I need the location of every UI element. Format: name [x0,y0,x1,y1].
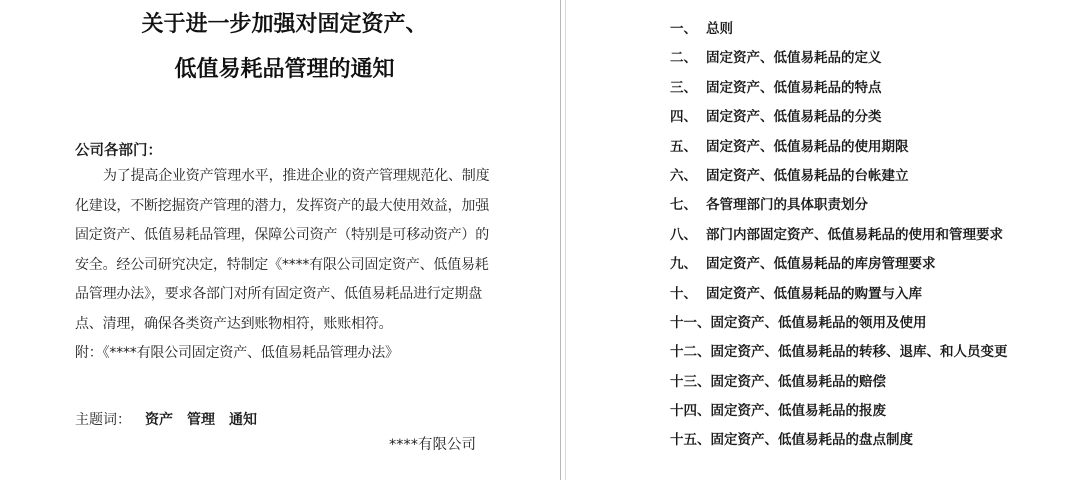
toc-item-label: 固定资产、低值易耗品的盘点制度 [710,432,913,449]
toc-item-label: 固定资产、低值易耗品的库房管理要求 [706,256,936,273]
toc-item-label: 固定资产、低值易耗品的分类 [706,109,882,126]
notice-title-line2: 低值易耗品管理的通知 [174,57,395,82]
notice-title-line1: 关于进一步加强对固定资产、 [141,12,428,37]
toc-item-label: 固定资产、低值易耗品的领用及使用 [710,314,927,331]
toc-item-number: 十四、 [670,403,711,420]
toc-item [670,426,1080,455]
toc-page [565,0,1080,480]
toc-item-label: 固定资产、低值易耗品的定义 [706,50,882,67]
toc-item [670,280,1080,309]
toc-item-number: 十、 [670,285,697,302]
toc-item [670,15,1080,44]
toc-item [670,338,1080,367]
toc-item [670,309,1080,338]
toc-item-number: 五、 [670,138,697,155]
attachment-line: 附：《****有限公司固定资产、低值易耗品管理办法》 [75,345,399,361]
toc-item-label: 固定资产、低值易耗品的使用期限 [706,138,909,155]
toc-item-number: 七、 [670,197,697,214]
toc-item [670,103,1080,132]
topic-line [75,410,494,430]
toc-item [670,191,1080,220]
toc-item-label: 固定资产、低值易耗品的转移、退库、和人员变更 [710,344,1008,361]
toc-item-number: 十一、 [670,314,711,331]
toc-item-number: 十二、 [670,344,711,361]
toc-item [670,162,1080,191]
body-line: 化建设，不断挖掘资产管理的潜力，发挥资产的最大使用效益，加强 [75,197,489,214]
salutation: 公司各部门： [75,143,162,159]
toc-item-label: 固定资产、低值易耗品的报废 [710,403,886,420]
toc-item [670,133,1080,162]
toc-item-label: 固定资产、低值易耗品的赔偿 [710,373,886,390]
toc-item-label: 部门内部固定资产、低值易耗品的使用和管理要求 [706,226,1003,243]
toc-item [670,397,1080,426]
toc-item-number: 八、 [670,226,697,243]
toc-item-number: 十五、 [670,432,711,449]
topic-keyword: 资产 [145,411,173,428]
toc-item [670,221,1080,250]
toc-item-number: 一、 [670,21,697,37]
topic-keyword: 管理 [187,411,215,428]
toc-item-label: 固定资产、低值易耗品的台帐建立 [706,167,909,184]
body-line: 安全。经公司研究决定，特制定《****有限公司固定资产、低值易耗 [75,256,489,273]
toc-item-number: 三、 [670,79,697,96]
toc-item-number: 十三、 [670,373,711,390]
toc-item-number: 六、 [670,167,697,184]
toc-item-label: 各管理部门的具体职责划分 [706,197,868,214]
toc-item [670,74,1080,103]
body-line: 点、清理，确保各类资产达到账物相符，账账相符。 [75,315,393,332]
body-line: 固定资产、低值易耗品管理，保障公司资产（特别是可移动资产）的 [75,227,489,243]
notice-body [75,162,494,369]
body-line: 为了提高企业资产管理水平，推进企业的资产管理规范化、制度 [103,168,490,184]
toc-item [670,250,1080,279]
topic-keyword: 通知 [229,411,257,428]
company-signature: ****有限公司 [389,436,476,453]
topic-label: 主题词： [75,411,131,428]
toc-item-label: 固定资产、低值易耗品的特点 [706,79,882,96]
toc-item-label: 固定资产、低值易耗品的购置与入库 [706,285,922,302]
toc-item-number: 二、 [670,50,697,67]
toc-item-label: 总则 [706,21,733,37]
toc-item [670,368,1080,397]
notice-title [75,12,494,83]
toc-item [670,44,1080,73]
toc-item-number: 四、 [670,109,697,126]
body-line: 品管理办法》，要求各部门对所有固定资产、低值易耗品进行定期盘 [75,286,482,302]
toc-item-number: 九、 [670,256,697,273]
